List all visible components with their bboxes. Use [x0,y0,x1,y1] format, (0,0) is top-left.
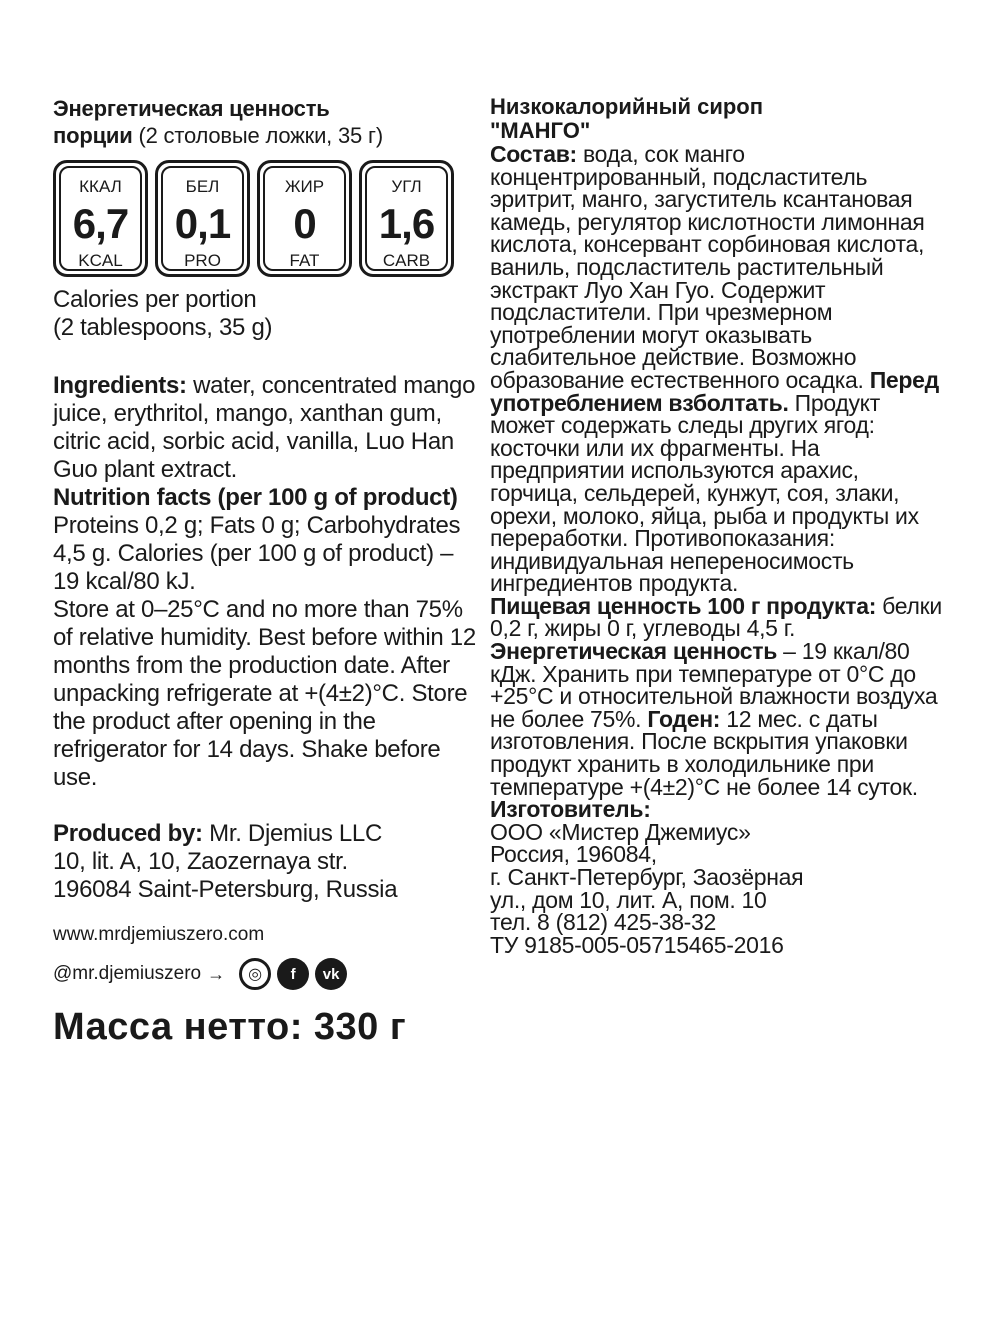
net-weight: Масса нетто: 330 г [53,1006,407,1048]
nutrition-text: Proteins 0,2 g; Fats 0 g; Carbohydrates 4,5 g. Calories (per 100 g of product) – 19 kcal/80 kJ. [53,512,461,595]
manufacturer-line-2: Россия, 196084, [490,841,657,868]
ingredients-label: Ingredients: [53,372,187,399]
manufacturer-line-6: ТУ 9185-005-05715465-2016 [490,931,784,958]
badge-carb-value: 1,6 [378,200,435,247]
energy-title-bold: Энергетическая ценность [53,96,330,121]
vk-icon[interactable]: vk [315,958,347,990]
nutrition-badges [53,160,478,277]
product-title-line-2: "МАНГО" [490,118,591,143]
manufacturer-line-5: тел. 8 (812) 425-38-32 [490,909,717,936]
badge-carb-top: УГЛ [391,177,422,196]
manufacturer-line-1: ООО «Мистер Джемиус» [490,818,751,845]
energy-value-title [53,95,478,149]
produced-name: Mr. Djemius LLC [202,820,383,847]
manufacturer-line-4: ул., дом 10, лит. А, пом. 10 [490,886,767,913]
manufacturer-line-3: г. Санкт-Петербург, Заозёрная [490,864,804,890]
energy-title-portion: (2 столовые ложки, 35 г) [132,123,383,148]
badge-protein [155,160,250,277]
badge-kcal-top: ККАЛ [79,177,122,196]
russian-column [490,95,950,956]
calories-line-2: (2 tablespoons, 35 g) [53,314,273,341]
produced-by [53,820,478,904]
shake-label: Перед употреблением взболтать. [490,366,939,416]
nutrition-ru-label: Пищевая ценность 100 г продукта: [490,592,877,619]
product-title-line-1: Низкокалорийный сироп [490,94,764,119]
shake-text: Продукт может содержать следы других ягод: косточки или их фрагменты. На предприятии используются арахис, горчица, сельдерей, кунжут, соя, злаки, орехи, молоко, яйца, рыба и продукты их переработки. Противопоказания: индивидуальная непереносимость ингредиентов продукта. [490,389,919,597]
badge-kcal-bottom: KCAL [78,251,123,270]
badge-protein-bottom: PRO [184,251,221,270]
badge-fat-bottom: FAT [289,251,320,270]
produced-address-2: 196084 Saint-Petersburg, Russia [53,876,398,903]
instagram-icon[interactable]: ◎ [239,958,271,990]
badge-carb-bottom: CARB [382,251,431,270]
storage-en: Store at 0–25°C and no more than 75% of relative humidity. Best before within 12 months from the production date. After unpacking refrigerate at +(4±2)°C. Store the product after opening in the refrigerator for 14 days. Shake before use. [53,596,476,791]
badge-kcal [53,160,148,277]
energy-title-bold-2: порции [53,123,133,148]
ingredients-text: water, concentrated mango juice, erythritol, mango, xanthan gum, citric acid, sorbic acid, vanilla, Luo Han Guo plant extract. [53,372,476,483]
nutrition-ru [490,592,950,800]
social-row [53,958,478,990]
social-handle[interactable]: @mr.djemiuszero [53,963,202,984]
energy-ru-label: Энергетическая ценность [490,638,778,665]
nutrition-label: Nutrition facts (per 100 g of product) [53,484,458,511]
facebook-icon[interactable]: f [277,958,309,990]
composition-text: вода, сок манго концентрированный, подсластитель эритрит, манго, загуститель ксантановая камедь, регулятор кислотности лимонная кислота, консервант сорбиновая кислота, ваниль, подсластитель растительный экстракт Луо Хан Гуо. Содержит подсластители. При чрезмерном употреблении могут оказывать слабительное действие. Возможно образование естественного осадка. [490,141,925,393]
manufacturer-ru [490,798,950,956]
nutrition-facts-en [53,484,478,596]
badge-fat [257,160,352,277]
calories-per-portion [53,286,478,342]
produced-address-1: 10, lit. A, 10, Zaozernaya str. [53,848,348,875]
badge-carb [359,160,454,277]
best-before-text: 12 мес. с даты изготовления. После вскрытия упаковки продукт хранить в холодильнике при температуре +(4±2)°С не более 14 суток. [490,705,918,800]
nutrition-ru-text: белки 0,2 г, жиры 0 г, углеводы 4,5 г. [490,592,942,642]
ingredients-en [53,372,478,484]
arrow-right-icon: → [207,963,226,984]
website-link[interactable]: www.mrdjemiuszero.com [53,924,265,945]
best-before-label: Годен: [647,705,721,732]
badge-protein-top: БЕЛ [185,177,220,196]
badge-kcal-value: 6,7 [72,200,129,247]
badge-fat-value: 0 [293,200,316,247]
manufacturer-label: Изготовитель: [490,796,651,823]
english-column [53,95,478,1049]
produced-label: Produced by: [53,820,203,847]
composition-label: Состав: [490,141,577,167]
badge-protein-value: 0,1 [174,200,231,247]
badge-fat-top: ЖИР [284,177,325,196]
product-title [490,95,950,143]
composition-ru [490,143,950,595]
energy-ru-text: – 19 ккал/80 кДж. Хранить при температуре от 0°С до +25°С и относительной влажности воздуха не более 75%. [490,638,938,732]
calories-line-1: Calories per portion [53,286,257,313]
